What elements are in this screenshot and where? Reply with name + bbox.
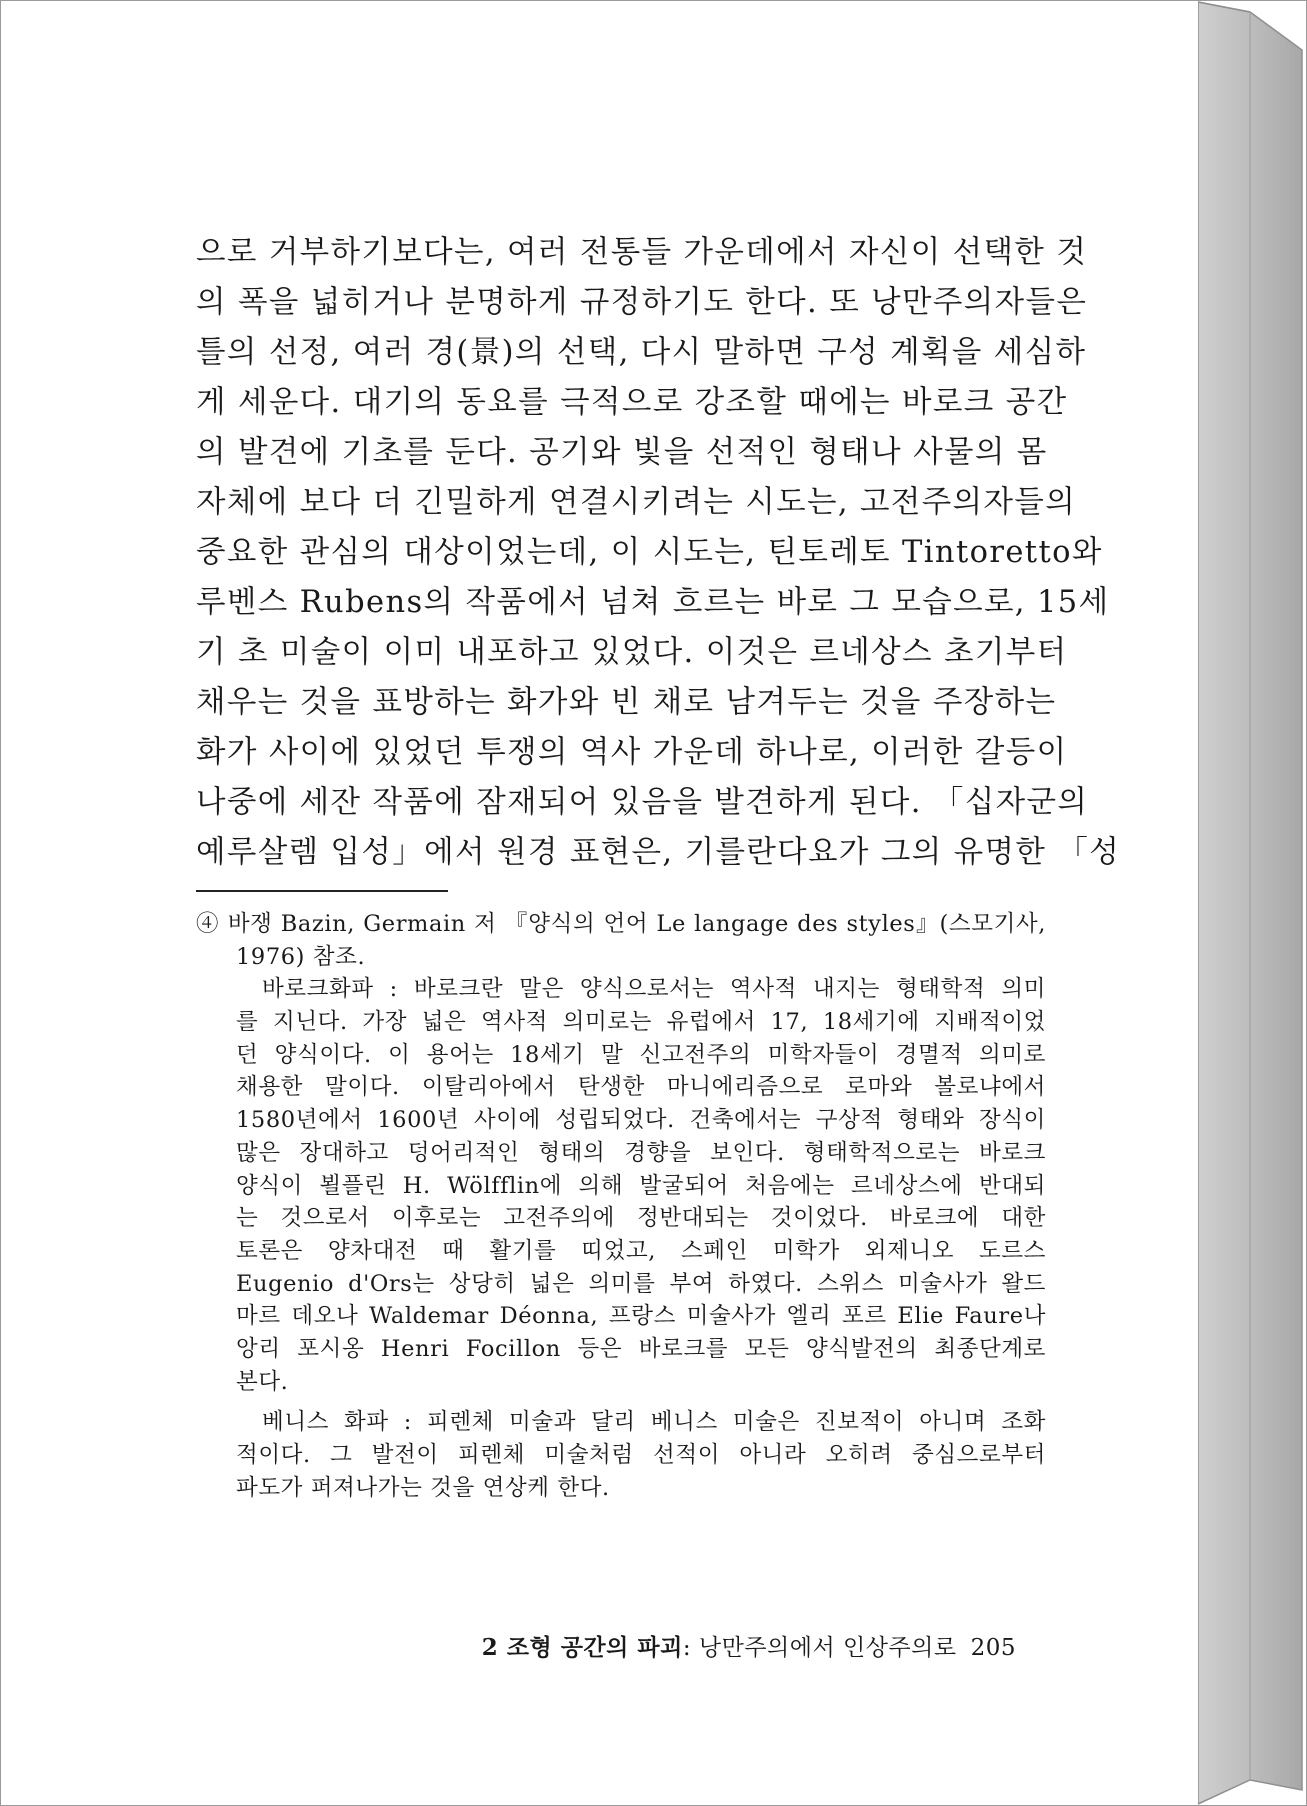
body-line: 으로 거부하기보다는, 여러 전통들 가운데에서 자신이 선택한 것 (196, 235, 1088, 270)
book-edge-svg (1198, 0, 1306, 1806)
body-line: 채우는 것을 표방하는 화가와 빈 채로 남겨두는 것을 주장하는 (196, 685, 1057, 720)
baroque-note-line: Eugenio d'Ors는 상당히 넓은 의미를 부여 하였다. 스위스 미술사가 왈드 (236, 1270, 1046, 1297)
baroque-note-line: 채용한 말이다. 이탈리아에서 탄생한 마니에리즘으로 로마와 볼로냐에서 (236, 1074, 1046, 1101)
footnote-reference-line: 1976) 참조. (236, 943, 366, 970)
baroque-note-line: 1580년에서 1600년 사이에 성립되었다. 건축에서는 구상적 형태와 장식이 (236, 1107, 1046, 1134)
body-line: 자체에 보다 더 긴밀하게 연결시키려는 시도는, 고전주의자들의 (196, 485, 1077, 520)
body-line: 의 폭을 넓히거나 분명하게 규정하기도 한다. 또 낭만주의자들은 (196, 285, 1088, 320)
baroque-note-line: 많은 장대하고 덩어리적인 형태의 경향을 보인다. 형태학적으로는 바로크 (236, 1139, 1046, 1166)
baroque-note-line: 본다. (236, 1368, 289, 1395)
baroque-note-line: 양식이 뵐플린 H. Wölfflin에 의해 발굴되어 처음에는 르네상스에 반대되 (236, 1172, 1046, 1199)
baroque-note-line: 를 지닌다. 가장 넓은 역사적 의미로는 유럽에서 17, 18세기에 지배적이었 (236, 1009, 1046, 1036)
body-line: 중요한 관심의 대상이었는데, 이 시도는, 틴토레토 Tintoretto와 (196, 535, 1103, 570)
body-line: 틀의 선정, 여러 경(景)의 선택, 다시 말하면 구성 계획을 세심하 (196, 335, 1087, 370)
chapter-number: 2 (481, 1634, 507, 1661)
venice-note-line: 적이다. 그 발전이 피렌체 미술처럼 선적이 아니라 오히려 중심으로부터 (236, 1442, 1046, 1468)
body-line: 화가 사이에 있었던 투쟁의 역사 가운데 하나로, 이러한 갈등이 (196, 735, 1068, 770)
venice-note-line: 파도가 퍼져나가는 것을 연상케 한다. (236, 1474, 610, 1501)
baroque-note-line: 앙리 포시옹 Henri Focillon 등은 바로크를 모든 양식발전의 최종단계로 (236, 1335, 1046, 1362)
footnotes (196, 908, 1046, 1504)
body-line: 루벤스 Rubens의 작품에서 넘쳐 흐르는 바로 그 모습으로, 15세 (196, 585, 1110, 620)
body-line: 나중에 세잔 작품에 잠재되어 있음을 발견하게 된다. 「십자군의 (196, 785, 1089, 820)
book-edge-graphic (1198, 0, 1306, 1806)
baroque-note-line: 는 것으로서 이후로는 고전주의에 정반대되는 것이었다. 바로크에 대한 (236, 1205, 1046, 1232)
baroque-note-line: 던 양식이다. 이 용어는 18세기 말 신고전주의 미학자들이 경멸적 의미로 (236, 1041, 1046, 1068)
body-line: 게 세운다. 대기의 동요를 극적으로 강조할 때에는 바로크 공간 (196, 385, 1068, 420)
baroque-note-line: 바로크화파 : 바로크란 말은 양식으로서는 역사적 내지는 형태학적 의미 (262, 976, 1046, 1003)
baroque-note-line: 토론은 양차대전 때 활기를 띠었고, 스페인 미학가 외제니오 도르스 (236, 1237, 1046, 1264)
running-footer (470, 1633, 1016, 1663)
body-line: 기 초 미술이 이미 내포하고 있었다. 이것은 르네상스 초기부터 (196, 635, 1068, 670)
chapter-subtitle: : 낭만주의에서 인상주의로 (682, 1635, 957, 1661)
venice-note-line: 베니스 화파 : 피렌체 미술과 달리 베니스 미술은 진보적이 아니며 조화 (262, 1409, 1046, 1436)
chapter-title: 조형 공간의 파괴 (506, 1634, 683, 1661)
footnote-reference-line: ④ 바쟁 Bazin, Germain 저 『양식의 언어 Le langage des styles』(스모기사, (196, 911, 1046, 937)
body-line: 의 발견에 기초를 둔다. 공기와 빛을 선적인 형태나 사물의 몸 (196, 435, 1048, 470)
main-body-text (196, 228, 1121, 878)
body-line: 예루살렘 입성」에서 원경 표현은, 기를란다요가 그의 유명한 「성 (196, 835, 1121, 870)
note-spacer (196, 1398, 1046, 1406)
page-number: 205 (970, 1635, 1016, 1661)
footnote-divider (196, 890, 448, 892)
baroque-note-line: 마르 데오나 Waldemar Déonna, 프랑스 미술사가 엘리 포르 Elie Faure나 (236, 1303, 1046, 1330)
